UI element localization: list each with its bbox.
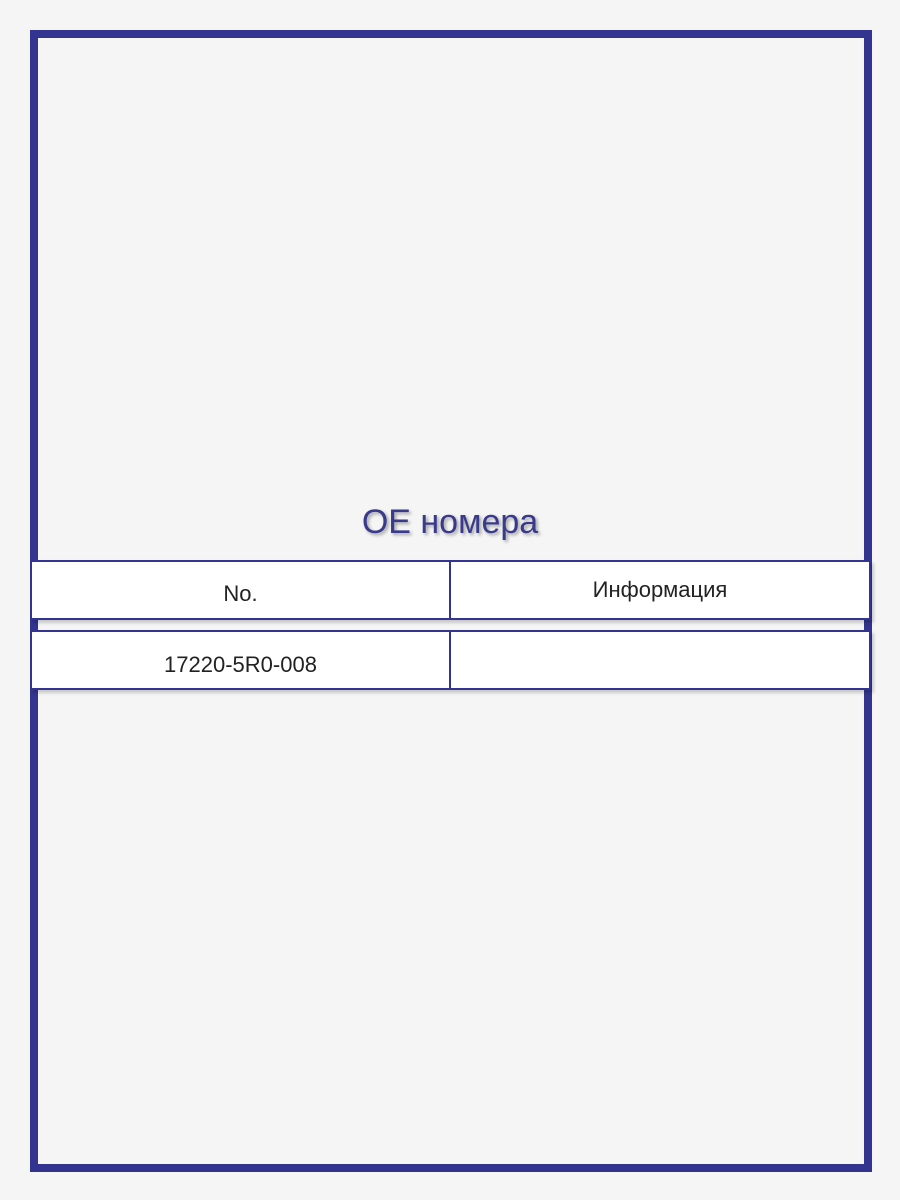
header-cell-info: Информация (592, 577, 728, 602)
table-row (30, 630, 871, 690)
table-header-row (30, 560, 871, 620)
cell-info (451, 632, 869, 688)
cell-oe-number: 17220-5R0-008 (32, 632, 451, 688)
header-cell-no: No. (32, 562, 451, 618)
page-title: OE номера (361, 503, 539, 541)
